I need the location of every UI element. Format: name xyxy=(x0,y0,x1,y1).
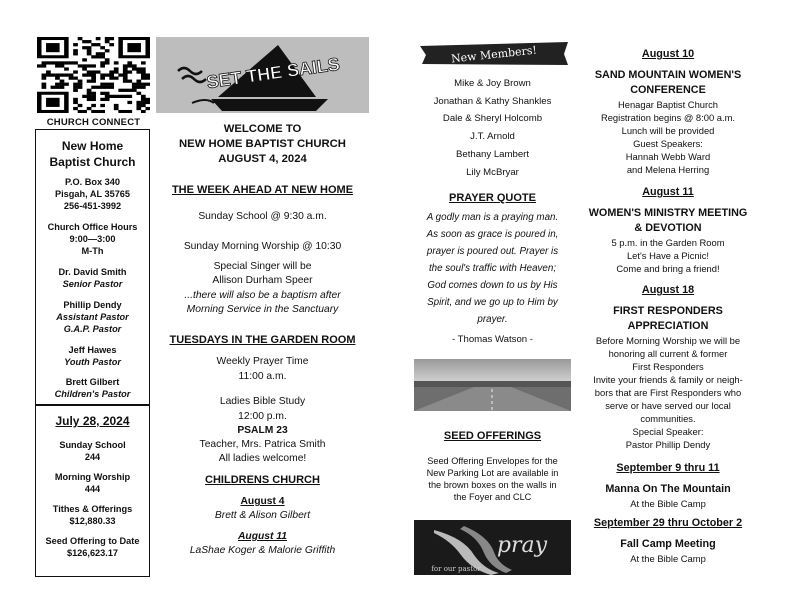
member-name: Dale & Sheryl Holcomb xyxy=(442,113,543,124)
quote-line: A godly man is a praying man. xyxy=(426,212,559,223)
church-connect-label: CHURCH CONNECT xyxy=(46,117,141,128)
conference-line: Henagar Baptist Church xyxy=(617,99,719,110)
quote-line: As soon as grace is poured in, xyxy=(426,229,559,240)
conference-line: Guest Speakers: xyxy=(633,138,703,149)
aug10-heading: August 10 xyxy=(641,48,695,60)
set-the-sails-logo xyxy=(156,37,369,113)
week-ahead-heading: THE WEEK AHEAD AT NEW HOME xyxy=(171,184,354,196)
aug11-heading: August 11 xyxy=(642,186,694,198)
first-responders-line: Special Speaker: xyxy=(632,426,704,437)
womens-ministry-line: 5 p.m. in the Garden Room xyxy=(611,237,725,248)
quote-line: prayer is poured out. Prayer is xyxy=(426,246,559,257)
conference-line: and Melena Herring xyxy=(626,164,710,175)
conference-line: Registration begins @ 8:00 a.m. xyxy=(600,112,736,123)
prayer-quote-heading: PRAYER QUOTE xyxy=(448,192,536,204)
first-responders-line: bors that are First Responders who xyxy=(594,387,742,398)
office-hours-time: 9:00—3:00 xyxy=(69,234,116,244)
staff-name: Dr. David Smith xyxy=(58,267,127,277)
stats-date: July 28, 2024 xyxy=(55,414,130,428)
manna-location: At the Bible Camp xyxy=(630,498,706,509)
aug4-label: August 4 xyxy=(240,496,285,507)
member-name: Lily McBryar xyxy=(466,167,519,178)
church-name-line1: New Home xyxy=(61,139,124,153)
seed-text-line: the brown boxes on the walls in xyxy=(428,480,557,490)
stat-label: Seed Offering to Date xyxy=(45,536,140,546)
banner-text: New Members! xyxy=(450,43,538,66)
church-name-line2: Baptist Church xyxy=(49,155,136,169)
quote-line: God comes down to us by His xyxy=(427,280,558,291)
staff-role: Children's Pastor xyxy=(54,389,131,399)
bible-study-line2: 12:00 p.m. xyxy=(238,411,287,422)
first-responders-line: First Responders xyxy=(632,361,704,372)
qr-code-image[interactable] xyxy=(37,37,150,113)
phone-number: 256-451-3992 xyxy=(63,201,122,211)
baptism-line1: ...there will also be a baptism after xyxy=(184,290,341,301)
quote-line: prayer. xyxy=(477,314,508,325)
baptism-line2: Morning Service in the Sanctuary xyxy=(186,304,339,315)
welcome-line3: AUGUST 4, 2024 xyxy=(218,153,307,165)
pray-for-pastor-image xyxy=(414,520,571,575)
office-hours-label: Church Office Hours xyxy=(47,222,138,232)
member-name: Mike & Joy Brown xyxy=(454,78,531,89)
seed-text-line: Seed Offering Envelopes for the xyxy=(427,456,558,466)
member-name: Bethany Lambert xyxy=(455,149,530,160)
office-hours-days: M-Th xyxy=(81,246,104,256)
quote-line: Spirit, and we go up to Him by xyxy=(427,297,558,308)
attendance-stats-box xyxy=(35,405,150,577)
childrens-church-heading: CHILDRENS CHURCH xyxy=(205,474,320,486)
church-info-box xyxy=(35,129,150,405)
stat-label: Tithes & Offerings xyxy=(52,504,133,514)
womens-ministry-line: Come and bring a friend! xyxy=(616,263,720,274)
first-responders-line: communities. xyxy=(640,413,696,424)
aug11-names: LaShae Koger & Malorie Griffith xyxy=(189,545,336,556)
conference-line: Hannah Webb Ward xyxy=(625,151,711,162)
teacher-line: Teacher, Mrs. Patrica Smith xyxy=(199,439,326,450)
welcome-line2: NEW HOME BAPTIST CHURCH xyxy=(179,138,346,150)
aug4-names: Brett & Alison Gilbert xyxy=(214,510,311,521)
conference-title-line2: CONFERENCE xyxy=(630,84,706,96)
first-responders-line: Invite your friends & family or neigh- xyxy=(593,374,743,385)
staff-name: Jeff Hawes xyxy=(68,345,117,355)
first-responders-line: serve or have served our local xyxy=(605,400,731,411)
pray-word: pray xyxy=(496,533,548,558)
stat-value: 444 xyxy=(84,484,101,494)
staff-role: G.A.P. Pastor xyxy=(63,324,122,334)
logo-text: SET THE SAILS xyxy=(205,53,341,93)
parking-lot-photo xyxy=(414,359,571,411)
first-responders-line: Pastor Phillip Dendy xyxy=(625,439,711,450)
bible-study-line1: Ladies Bible Study xyxy=(219,396,306,407)
first-responders-line: Before Morning Worship we will be xyxy=(595,335,741,346)
prayer-time-line1: Weekly Prayer Time xyxy=(216,356,309,367)
member-name: J.T. Arnold xyxy=(470,131,515,142)
stat-label: Morning Worship xyxy=(54,472,131,482)
special-singer-line1: Special Singer will be xyxy=(213,261,312,272)
sunday-school-time: Sunday School @ 9:30 a.m. xyxy=(198,211,327,222)
welcome-line1: WELCOME TO xyxy=(223,123,302,135)
address-line2: Pisgah, AL 35765 xyxy=(54,189,131,199)
sep29-heading: September 29 thru October 2 xyxy=(593,517,743,529)
fall-camp-location: At the Bible Camp xyxy=(630,553,706,564)
staff-role: Assistant Pastor xyxy=(56,312,129,322)
first-responders-title-line1: FIRST RESPONDERS xyxy=(613,305,723,317)
stat-label: Sunday School xyxy=(59,440,126,450)
prayer-time-line2: 11:00 a.m. xyxy=(238,371,287,382)
first-responders-line: honoring all current & former xyxy=(608,348,728,359)
seed-offerings-heading: SEED OFFERINGS xyxy=(443,430,542,442)
quote-line: the soul's traffic with Heaven; xyxy=(428,263,557,274)
staff-role: Youth Pastor xyxy=(64,357,121,367)
garden-room-heading: TUESDAYS IN THE GARDEN ROOM xyxy=(169,334,356,346)
quote-author: - Thomas Watson - xyxy=(451,334,534,345)
address-line1: P.O. Box 340 xyxy=(65,177,120,187)
fall-camp-title: Fall Camp Meeting xyxy=(620,538,716,550)
sep9-heading: September 9 thru 11 xyxy=(616,462,720,474)
seed-text-line: the Foyer and CLC xyxy=(453,492,532,502)
special-singer-line2: Allison Durham Speer xyxy=(212,275,313,286)
psalm-label: PSALM 23 xyxy=(237,425,288,436)
staff-name: Brett Gilbert xyxy=(65,377,120,387)
ladies-welcome-line: All ladies welcome! xyxy=(218,453,307,464)
stat-value: $12,880.33 xyxy=(69,516,116,526)
member-name: Jonathan & Kathy Shankles xyxy=(433,96,552,107)
new-members-banner xyxy=(418,38,570,68)
conference-line: Lunch will be provided xyxy=(621,125,715,136)
stat-value: $126,623.17 xyxy=(66,548,119,558)
staff-role: Senior Pastor xyxy=(62,279,123,289)
manna-title: Manna On The Mountain xyxy=(605,483,731,495)
stat-value: 244 xyxy=(84,452,101,462)
staff-name: Phillip Dendy xyxy=(63,300,122,310)
conference-title-line1: SAND MOUNTAIN WOMEN'S xyxy=(594,69,742,81)
first-responders-title-line2: APPRECIATION xyxy=(627,320,709,332)
pray-subtext: for our pastor xyxy=(431,565,481,573)
seed-text-line: New Parking Lot are available in xyxy=(426,468,559,478)
aug18-heading: August 18 xyxy=(641,284,695,296)
aug11-label: August 11 xyxy=(237,531,287,542)
womens-ministry-line: Let's Have a Picnic! xyxy=(626,250,710,261)
womens-ministry-title-line1: WOMEN'S MINISTRY MEETING xyxy=(588,207,748,219)
worship-time: Sunday Morning Worship @ 10:30 xyxy=(183,241,342,252)
womens-ministry-title-line2: & DEVOTION xyxy=(634,222,702,234)
